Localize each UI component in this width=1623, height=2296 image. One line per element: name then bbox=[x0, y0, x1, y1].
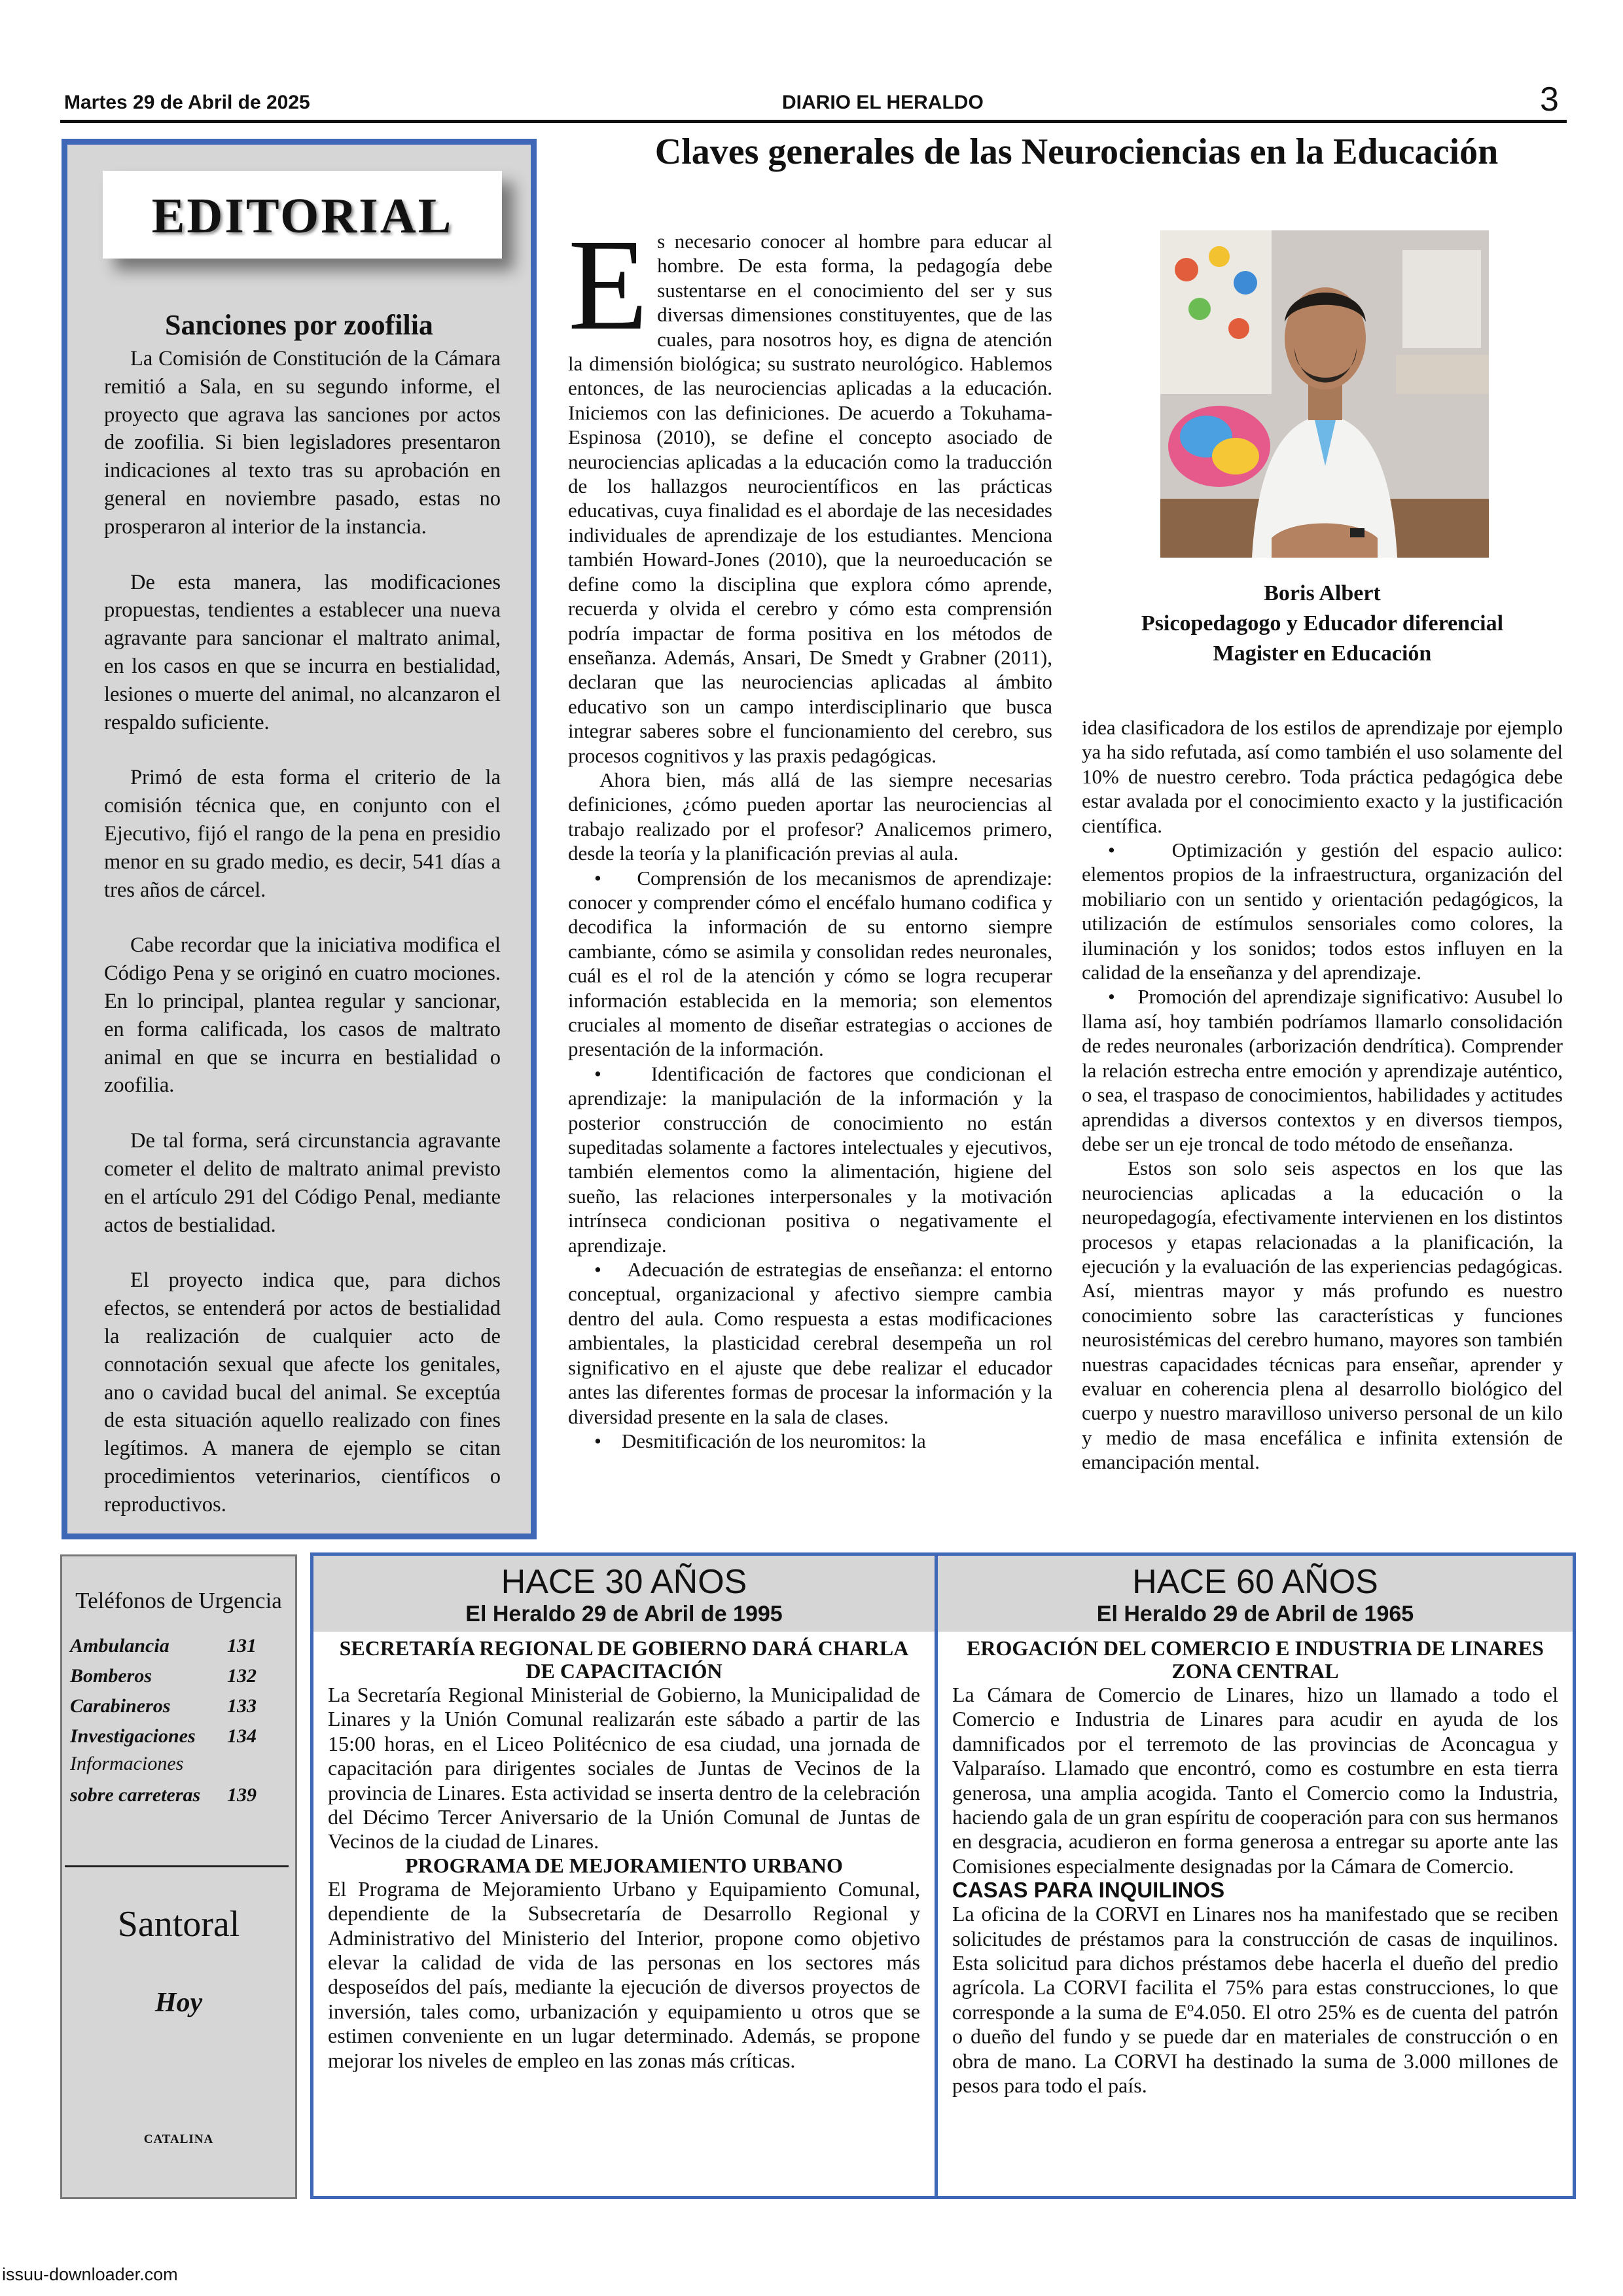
editorial-box bbox=[62, 139, 537, 1539]
article-bullet: • Optimización y gestión del espacio aulico: elementos propios de la infraestructura, organización del mobiliario con un sentido y orientación pedagógicos, la utilización de estímulos sensoriales como colores, la iluminación y los sonidos; todos estos influyen en la calidad de la enseñanza y del aprendizaje. bbox=[1082, 838, 1563, 984]
hace30-text-1: La Secretaría Regional Ministerial de Gobierno, la Municipalidad de Linares y la Unión Comunal realizarán este sábado a partir de las 15:00 horas, en el Liceo Politécnico de esa ciudad, una jornada de capacitación para dirigentes sociales de Juntas de Vecinos de la provincia de Linares. Esta actividad se inserta dentro de la celebración del Décimo Tercer Aniversario de la Unión Comunal de Juntas de Vecinos de la ciudad de Linares. bbox=[328, 1683, 920, 1854]
newspaper-name: DIARIO EL HERALDO bbox=[782, 92, 984, 113]
hace60-headline-2: CASAS PARA INQUILINOS bbox=[952, 1878, 1225, 1903]
hace30-body bbox=[313, 1632, 935, 2073]
phone-label: Carabineros bbox=[70, 1695, 171, 1717]
hace60-text-1: La Cámara de Comercio de Linares, hizo un llamado a todo el Comercio e Industria de Linares para acudir en ayuda de los damnificados por el terremoto de las provincias de Aconcagua y Valparaíso. Llamado que encontró, como es costumbre en esta tierra generosa, una amplia acogida. Tanto el Comercio como la Industria, haciendo gala de un gran espíritu de cooperación para con sus hermanos en desgracia, acudieron en forma generosa a entregar su aporte ante las Comisiones especialmente designadas por la Cámara de Comercio. bbox=[952, 1683, 1558, 1878]
editorial-paragraph: El proyecto indica que, para dichos efectos, se entenderá por actos de bestialidad la realización de cualquier acto de connotación sexual que afecte los genitales, ano o cavidad bucal del animal. Se exceptúa de esta situación aquello realizado con fines legítimos. A manera de ejemplo se citan procedimientos veterinarios, científicos o reproductivos. bbox=[104, 1268, 501, 1516]
hace30-band bbox=[313, 1556, 935, 1632]
hace30-headline-2: PROGRAMA DE MEJORAMIENTO URBANO bbox=[405, 1853, 843, 1877]
phone-number: 132 bbox=[227, 1665, 257, 1687]
article-bullet-continued: idea clasificadora de los estilos de aprendizaje por ejemplo ya ha sido refutada, así como también el uso solamente del 10% de nuestro cerebro. Toda práctica pedagógica debe estar avalada por el conocimiento exacto y la justificación científica. bbox=[1082, 716, 1563, 837]
article-closing: Estos son solo seis aspectos en los que las neurociencias aplicadas a la educación o la neuropedagogía, efectivamente intervienen en los distintos procesos y etapas relacionadas a la planificación, la ejecución y la evaluación de las experiencias pedagógicas. Así, mientras mayor y más profundo es nuestro conocimiento sobre las características y funciones neurosistémicas del cerebro humano, mayores son también nuestras capacidades técnicas para enseñar, aprender y evaluar en coherencia plena al desarrollo biológico del cuerpo y nuestro maravilloso universo personal de un kilo y medio de masa encefálica e infinita extensión de emancipación mental. bbox=[1082, 1157, 1563, 1474]
hace60-band bbox=[938, 1556, 1573, 1632]
issue-date: Martes 29 de Abril de 2025 bbox=[64, 92, 310, 113]
watermark: issuu-downloader.com bbox=[2, 2265, 178, 2284]
phone-row bbox=[70, 1635, 286, 1657]
hace30-column bbox=[313, 1556, 935, 2073]
editorial-label: EDITORIAL bbox=[151, 188, 454, 243]
hace30-title: HACE 30 AÑOS bbox=[501, 1563, 747, 1601]
phone-row bbox=[70, 1725, 286, 1748]
phone-label: Investigaciones bbox=[70, 1725, 196, 1747]
article-bullet-start: • Desmitificación de los neuromitos: la bbox=[594, 1429, 926, 1452]
phone-number: 134 bbox=[227, 1725, 257, 1747]
editorial-paragraph: De tal forma, será circunstancia agravante cometer el delito de maltrato animal previsto en el artículo 291 del Código Penal, mediante actos de bestialidad. bbox=[104, 1129, 501, 1237]
hace30-date: El Heraldo 29 de Abril de 1995 bbox=[465, 1602, 783, 1626]
editorial-paragraph: De esta manera, las modificaciones propuestas, tendientes a establecer una nueva agravante para sancionar el maltrato animal, en los casos en que se incurra en bestialidad, lesiones o muerte del animal, no alcanzaron el respaldo suficiente. bbox=[104, 570, 501, 734]
editorial-headline: Sanciones por zoofilia bbox=[165, 309, 433, 341]
road-info-label: Informaciones bbox=[70, 1753, 184, 1774]
editorial-body bbox=[104, 345, 501, 1546]
editorial-paragraph: La Comisión de Constitución de la Cámara remitió a Sala, en su segundo informe, el proyecto que agrava las sanciones por actos de zoofilia. Si bien legisladores presentaron indicaciones al texto tras su aprobación en general en noviembre pasado, estas no prosperaron al interior de la instancia. bbox=[104, 347, 501, 539]
phone-label: Bomberos bbox=[70, 1665, 152, 1687]
santoral-name: CATALINA bbox=[143, 2132, 214, 2146]
article-bullet: • Comprensión de los mecanismos de aprendizaje: conocer y comprender cómo el encéfalo humano codifica y decodifica la información de su entorno siempre cambiante, cómo se asimila y consolidan redes neuronales, cuál es el rol de la atención y cómo se logra recuperar información establecida en la memoria; son elementos cruciales al momento de diseñar estrategias o acciones de presentación de la información. bbox=[568, 866, 1052, 1061]
article-bullet: • Identificación de factores que condicionan el aprendizaje: la manipulación de la información y la posterior construcción de conocimiento no están supeditadas solamente a factores intelectuales y ejecutivos, también elementos como la alimentación, higiene del sueño, las relaciones interpersonales y la motivación intrínseca condicionan positiva o negativamente el aprendizaje. bbox=[568, 1062, 1052, 1257]
author-degree: Magister en Educación bbox=[1213, 641, 1432, 666]
santoral-today: Hoy bbox=[154, 1988, 203, 2018]
article-bullet: • Adecuación de estrategias de enseñanza: el entorno conceptual, organizacional y afectivo siempre cambia dentro del aula. Como respuesta a estas modificaciones ambientales, la plasticidad cerebral desempeña un rol significativo en el ajuste que debe realizar el educador antes las diferentes formas de procesar la información y la diversidad presente en la sala de clases. bbox=[568, 1258, 1052, 1428]
editorial-banner bbox=[103, 171, 502, 259]
hace60-text-2: La oficina de la CORVI en Linares nos ha manifestado que se reciben solicitudes de préstamos para la construcción de casas de inquilinos. Esta solicitud para dichos préstamos debe hacerla el dueño del predio agrícola. La CORVI facilita el 75% para estas construcciones, lo que corresponde a la suma de Eº4.050. El otro 25% es de cuenta del patrón o dueño del fundo y se puede dar en materiales de construcción o en obra de mano. La CORVI ha destinado la suma de 3.000 millones de pesos para todo el país. bbox=[952, 1902, 1558, 2098]
hace30-text-2: El Programa de Mejoramiento Urbano y Equipamiento Comunal, dependiente de la Subsecretaría de Desarrollo Regional y Administrativo del Ministerio del Interior, propone como objetivo elevar la calidad de vida de las personas en los sectores más desposeídos del país, mediante la ejecución de diversos proyectos de inversión, tales como, urbanización y equipamiento u otros que se estimen conveniente en un lugar determinado. Además, se propone mejorar los niveles de empleo en las zonas más críticas. bbox=[328, 1876, 920, 2072]
article-bullet: • Promoción del aprendizaje significativo: Ausubel lo llama así, hoy también podríamos llamarlo consolidación de redes neuronales (arborización dendrítica). Comprender la relación estrecha entre emoción y aprendizaje auténtico, o sea, el traspaso de conocimientos, habilidades y actitudes aprendidas a diversos contextos y en diversos tiempos, debe ser un eje troncal de todo método de enseñanza. bbox=[1082, 985, 1563, 1155]
article-intro: s necesario conocer al hombre para educar al hombre. De esta forma, la pedagogía debe sustentarse en el conocimiento del ser y sus diversas dimensiones constituyentes, que de las cuales, para nosotros hoy, es digna de atención la dimensión biológica; su sustrato neurológico. Hablemos entonces, de las neurociencias aplicadas a la educación. Iniciemos con las definiciones. De acuerdo a Tokuhama-Espinosa (2010), se define el concepto asociado de neurociencias aplicadas a la educación como la traducción de los hallazgos neurocientíficos en las prácticas educativas, cuya finalidad es el abordaje de las necesidades individuales de aprendizaje de los estudiantes. Menciona también Howard-Jones (2010), que la neuroeducación se define como la disciplina que explora cómo aprende, recuerda y olvida el cerebro y cómo esta comprensión podría impactar de forma positiva en los métodos de enseñanza. Además, Ansari, De Smedt y Grabner (2011), declaran que las neurociencias aplicadas al ámbito educativo son un campo interdisciplinario que busca integrar saberes sobre el funcionamiento del cerebro, sus procesos cognitivos y las praxis pedagógicas. bbox=[568, 230, 1052, 767]
hace60-column bbox=[938, 1556, 1573, 2098]
drop-cap: E bbox=[568, 213, 649, 357]
emergency-phones-title: Teléfonos de Urgencia bbox=[75, 1588, 282, 1613]
author-credit bbox=[1082, 579, 1563, 669]
phone-row bbox=[70, 1784, 286, 1806]
phone-number: 133 bbox=[227, 1695, 257, 1717]
author-name: Boris Albert bbox=[1264, 581, 1381, 605]
editorial-paragraph: Cabe recordar que la iniciativa modifica el Código Pena y se originó en cuatro mociones. En lo principal, plantea regular y sancionar, en forma calificada, los casos de maltrato animal en que se incurra en bestialidad o zoofilia. bbox=[104, 933, 501, 1098]
phone-number: 131 bbox=[227, 1635, 257, 1657]
article-column-2 bbox=[1082, 715, 1563, 1475]
emergency-phones-box bbox=[60, 1554, 297, 2199]
hace30-headline-1: SECRETARÍA REGIONAL DE GOBIERNO DARÁ CHARLA DE CAPACITACIÓN bbox=[339, 1636, 909, 1683]
hace60-date: El Heraldo 29 de Abril de 1965 bbox=[1096, 1602, 1414, 1626]
phone-label: Ambulancia bbox=[70, 1635, 169, 1657]
phone-label: sobre carreteras bbox=[70, 1784, 201, 1806]
author-photo-illustration bbox=[1160, 230, 1489, 558]
article-paragraph: Ahora bien, más allá de las siempre necesarias definiciones, ¿cómo pueden aportar las neurociencias al trabajo realizado por el profesor? Analicemos primero, desde la teoría y la planificación previas al aula. bbox=[568, 768, 1052, 865]
sidebar-divider bbox=[65, 1865, 289, 1867]
header-rule bbox=[60, 120, 1567, 123]
santoral-title: Santoral bbox=[117, 1904, 240, 1945]
author-role: Psicopedagogo y Educador diferencial bbox=[1141, 611, 1504, 636]
phone-row bbox=[70, 1695, 286, 1717]
hace60-body bbox=[938, 1632, 1573, 2098]
page-number: 3 bbox=[1540, 81, 1559, 118]
editorial-paragraph: Primó de esta forma el criterio de la comisión técnica que, en conjunto con el Ejecutivo, fijó el rango de la pena en presidio menor en su grado medio, es decir, 541 días a tres años de cárcel. bbox=[104, 766, 501, 902]
article-title: Claves generales de las Neurociencias en la Educación bbox=[654, 132, 1499, 172]
phone-number: 139 bbox=[227, 1784, 257, 1806]
article-column-1 bbox=[568, 213, 1052, 1453]
hace60-headline-1: EROGACIÓN DEL COMERCIO E INDUSTRIA DE LINARES ZONA CENTRAL bbox=[967, 1636, 1544, 1683]
author-photo bbox=[1160, 230, 1489, 558]
hace60-title: HACE 60 AÑOS bbox=[1132, 1563, 1378, 1601]
phone-row bbox=[70, 1665, 286, 1687]
